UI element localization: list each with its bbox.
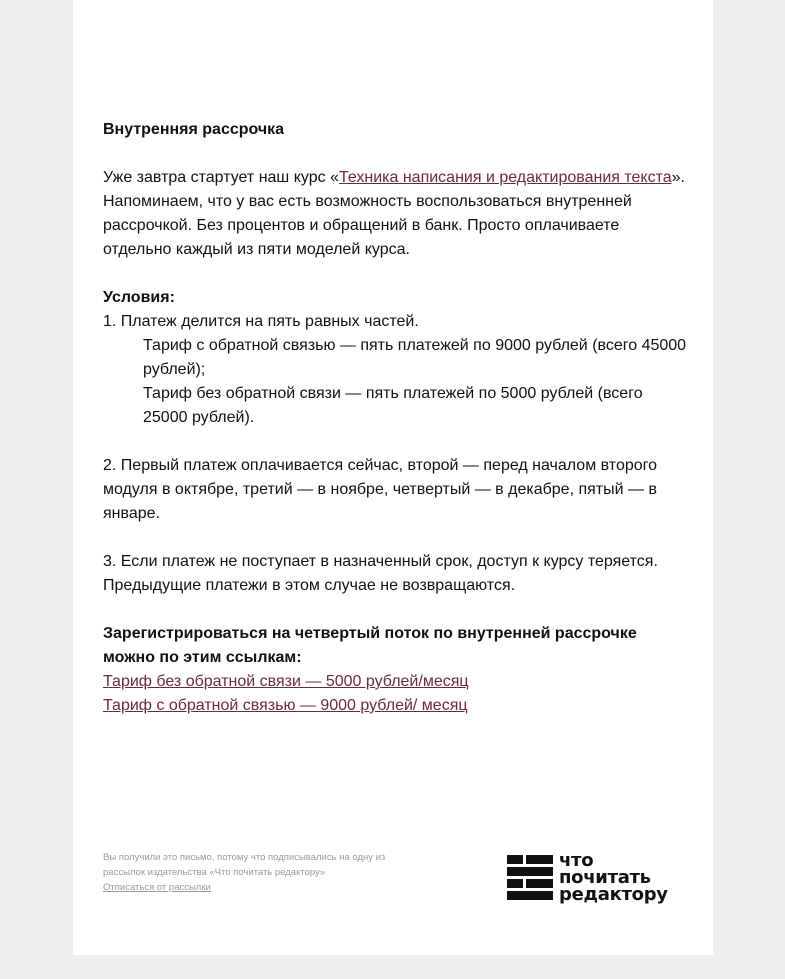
footer-notice: Вы получили это письмо, потому что подписывались на одну из рассылок издательства «Что почитать редактору» bbox=[103, 852, 386, 878]
logo-line: что bbox=[559, 850, 594, 871]
conditions-title: Условия: bbox=[103, 289, 175, 306]
intro-paragraph bbox=[103, 166, 688, 262]
spacer bbox=[103, 262, 688, 286]
condition-1: 1. Платеж делится на пять равных частей. bbox=[103, 313, 419, 330]
condition-2: 2. Первый платеж оплачивается сейчас, второй — перед началом второго модуля в октябре, третий — в ноябре, четвертый — в декабре, пятый — в январе. bbox=[103, 457, 658, 522]
link-row bbox=[103, 670, 688, 694]
unsubscribe-link[interactable]: Отписаться от рассылки bbox=[103, 882, 211, 893]
email-body bbox=[103, 118, 688, 718]
logo-line: редактору bbox=[559, 884, 668, 905]
publisher-logo[interactable] bbox=[507, 852, 685, 906]
logo-bars-icon bbox=[507, 855, 553, 901]
link-row bbox=[103, 694, 688, 718]
spacer bbox=[103, 430, 688, 454]
footer-notice-block bbox=[103, 850, 393, 895]
logo-line: почитать bbox=[559, 867, 651, 888]
spacer bbox=[103, 142, 688, 166]
link-without-feedback[interactable]: Тариф без обратной связи — 5000 рублей/месяц bbox=[103, 673, 469, 690]
email-heading: Внутренняя рассрочка bbox=[103, 121, 285, 138]
email-sheet bbox=[73, 0, 713, 955]
spacer bbox=[103, 598, 688, 622]
course-link[interactable]: Техника написания и редактирования текста bbox=[338, 169, 672, 186]
logo-wordmark bbox=[559, 852, 668, 903]
intro-before: Уже завтра стартует наш курс « bbox=[103, 169, 339, 186]
tariff-without-feedback: Тариф без обратной связи — пять платежей по 5000 рублей (всего 25000 рублей). bbox=[143, 385, 643, 426]
link-with-feedback[interactable]: Тариф с обратной связью — 9000 рублей/ месяц bbox=[103, 697, 468, 714]
condition-3: 3. Если платеж не поступает в назначенный срок, доступ к курсу теряется. Предыдущие платежи в этом случае не возвращаются. bbox=[103, 553, 658, 594]
intro-after: ». Напоминаем, что у вас есть возможность воспользоваться внутренней рассрочкой. Без процентов и обращений в банк. Просто оплачиваете отдельно каждый из пяти моделей курса. bbox=[103, 169, 685, 258]
tariff-with-feedback: Тариф с обратной связью — пять платежей по 9000 рублей (всего 45000 рублей); bbox=[143, 337, 687, 378]
spacer bbox=[103, 526, 688, 550]
register-text: Зарегистрироваться на четвертый поток по внутренней рассрочке можно по этим ссылкам: bbox=[103, 625, 637, 666]
